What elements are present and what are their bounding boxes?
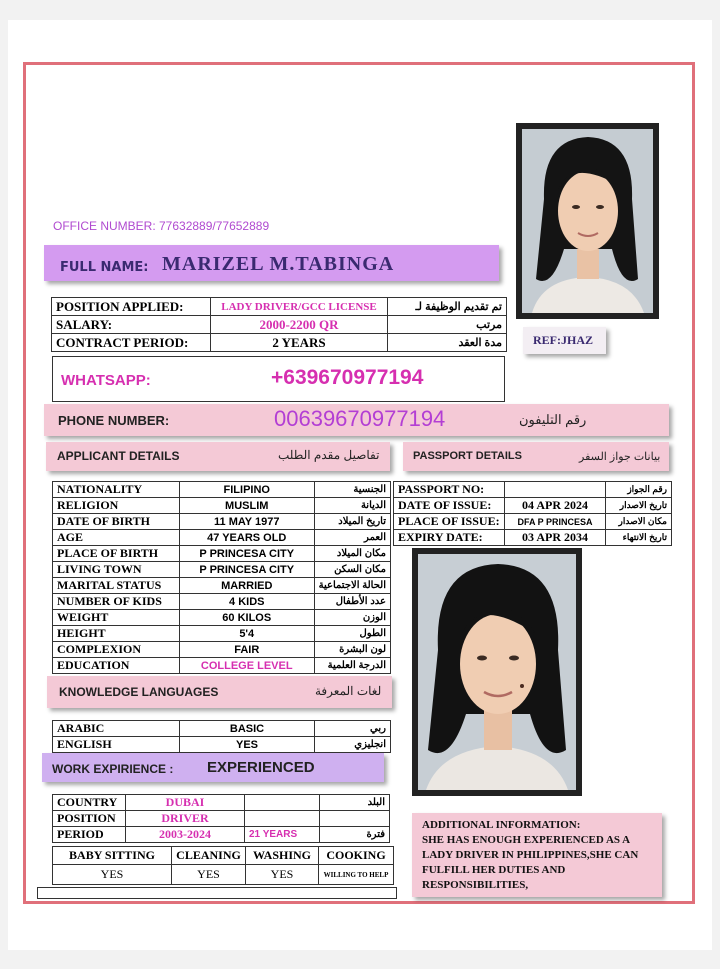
cell-label: DATE OF BIRTH <box>53 514 180 530</box>
cell-label: DATE OF ISSUE: <box>394 498 505 514</box>
cell-arabic: الدرجة العلمية <box>314 658 390 674</box>
cell-arabic: عدد الأطفال <box>314 594 390 610</box>
cell-arabic: الوزن <box>314 610 390 626</box>
cell-label: PASSPORT NO: <box>394 482 505 498</box>
cell-value: 4 KIDS <box>179 594 314 610</box>
cell-label: HEIGHT <box>53 626 180 642</box>
phone-bar <box>44 404 669 436</box>
cell-value: 03 APR 2034 <box>505 530 606 546</box>
knowledge-arabic: لغات المعرفة <box>315 684 382 698</box>
cell-value: FAIR <box>179 642 314 658</box>
applicant-details-bar <box>46 442 390 471</box>
cell-arabic: انجليزي <box>315 737 391 753</box>
skill-value: YES <box>53 865 172 885</box>
position-label: POSITION APPLIED: <box>52 298 211 316</box>
cell-arabic: الطول <box>314 626 390 642</box>
cell-label: ARABIC <box>53 721 180 737</box>
cell-arabic: لون البشرة <box>314 642 390 658</box>
additional-info-text: ADDITIONAL INFORMATION: SHE HAS ENOUGH EXPERIENCED AS A LADY DRIVER IN PHILIPPINES,SHE CAN FULFILL HER DUTIES AND RESPONSIBILITIES, <box>422 819 639 891</box>
phone-number: 00639670977194 <box>274 406 446 431</box>
table-row <box>53 847 394 865</box>
cell-arabic: مكان السكن <box>314 562 390 578</box>
cell-arabic: الحالة الاجتماعية <box>314 578 390 594</box>
cell-value: 2003-2024 <box>126 827 245 843</box>
table-row <box>53 610 391 626</box>
passport-details-bar <box>403 442 669 471</box>
cell-arabic: تاريخ الانتهاء <box>606 530 672 546</box>
cell-label: ENGLISH <box>53 737 180 753</box>
cell-label: PLACE OF BIRTH <box>53 546 180 562</box>
applicant-photo-small <box>516 123 659 319</box>
table-row <box>52 334 507 352</box>
table-row <box>53 721 391 737</box>
table-row <box>53 737 391 753</box>
cell-value: P PRINCESA CITY <box>179 546 314 562</box>
whatsapp-box <box>52 356 505 402</box>
work-experience-value: EXPERIENCED <box>207 759 315 776</box>
salary-label: SALARY: <box>52 316 211 334</box>
skill-header: WASHING <box>246 847 319 865</box>
contract-label: CONTRACT PERIOD: <box>52 334 211 352</box>
cell-arabic: الديانة <box>314 498 390 514</box>
skill-header: COOKING <box>319 847 394 865</box>
cell-label: PLACE OF ISSUE: <box>394 514 505 530</box>
skill-value: YES <box>246 865 319 885</box>
ref-box <box>523 327 606 354</box>
cell-value: 04 APR 2024 <box>505 498 606 514</box>
cell-value: MARRIED <box>179 578 314 594</box>
cell-value: FILIPINO <box>179 482 314 498</box>
office-number: OFFICE NUMBER: 77632889/77652889 <box>53 219 270 233</box>
cell-label: LIVING TOWN <box>53 562 180 578</box>
cell-value: DUBAI <box>126 795 245 811</box>
table-row <box>53 514 391 530</box>
table-row <box>53 594 391 610</box>
cell-arabic: العمر <box>314 530 390 546</box>
applicant-details-arabic: تفاصيل مقدم الطلب <box>278 448 380 462</box>
salary-arabic: مرتب <box>388 316 507 334</box>
cell-value: DRIVER <box>126 811 245 827</box>
whatsapp-number: +639670977194 <box>271 366 424 389</box>
table-row <box>53 626 391 642</box>
table-row <box>53 546 391 562</box>
contract-value: 2 YEARS <box>211 334 388 352</box>
full-name-bar <box>44 245 499 281</box>
skill-value: YES <box>172 865 246 885</box>
cell-value: P PRINCESA CITY <box>179 562 314 578</box>
phone-label: PHONE NUMBER: <box>58 413 170 428</box>
experience-table <box>52 794 390 843</box>
skill-header: BABY SITTING <box>53 847 172 865</box>
cell-arabic: ربي <box>315 721 391 737</box>
cell-label: EXPIRY DATE: <box>394 530 505 546</box>
table-row <box>53 865 394 885</box>
portrait-image <box>522 129 653 313</box>
cell-value: COLLEGE LEVEL <box>179 658 314 674</box>
table-row <box>53 498 391 514</box>
cell-value: 11 MAY 1977 <box>179 514 314 530</box>
cell-label: EDUCATION <box>53 658 180 674</box>
cell-label: RELIGION <box>53 498 180 514</box>
applicant-table <box>52 481 391 674</box>
skills-table <box>52 846 394 885</box>
knowledge-languages-bar <box>47 676 392 708</box>
cell-label: PERIOD <box>53 827 126 843</box>
cell-arabic: البلد <box>320 795 390 811</box>
cell-arabic: مكان الميلاد <box>314 546 390 562</box>
work-experience-bar <box>42 753 384 782</box>
cell-arabic: تاريخ الاصدار <box>606 498 672 514</box>
table-row <box>394 498 672 514</box>
cell-label: COUNTRY <box>53 795 126 811</box>
cell-arabic: رقم الجواز <box>606 482 672 498</box>
table-row <box>394 530 672 546</box>
cell-empty <box>320 811 390 827</box>
passport-table <box>393 481 672 546</box>
additional-info-box <box>412 813 662 897</box>
table-row <box>53 562 391 578</box>
passport-details-arabic: بيانات جواز السفر <box>579 451 661 463</box>
passport-details-label: PASSPORT DETAILS <box>413 450 522 462</box>
cell-value: MUSLIM <box>179 498 314 514</box>
languages-table <box>52 720 391 753</box>
position-table <box>51 297 507 352</box>
cell-value: 47 YEARS OLD <box>179 530 314 546</box>
cell-value: YES <box>180 737 315 753</box>
applicant-photo-large <box>412 548 582 796</box>
salary-value: 2000-2200 QR <box>211 316 388 334</box>
cell-label: NUMBER OF KIDS <box>53 594 180 610</box>
table-row <box>53 642 391 658</box>
cell-arabic: الجنسية <box>314 482 390 498</box>
full-name-label: FULL NAME: <box>60 260 149 275</box>
table-row <box>394 514 672 530</box>
cell-empty <box>245 811 320 827</box>
table-row <box>53 578 391 594</box>
cell-arabic: مكان الاصدار <box>606 514 672 530</box>
table-row <box>53 795 390 811</box>
cell-label: COMPLEXION <box>53 642 180 658</box>
cell-label: NATIONALITY <box>53 482 180 498</box>
work-experience-label: WORK EXPIRIENCE : <box>52 762 174 776</box>
table-row <box>52 298 507 316</box>
phone-arabic: رقم التليفون <box>519 412 587 427</box>
table-row <box>52 316 507 334</box>
table-row <box>53 482 391 498</box>
table-row <box>53 658 391 674</box>
cell-value: 21 YEARS <box>245 827 320 843</box>
cell-arabic: فترة <box>320 827 390 843</box>
position-arabic: تم تقديم الوظيفة لـ <box>388 298 507 316</box>
cell-label: AGE <box>53 530 180 546</box>
contract-arabic: مدة العقد <box>388 334 507 352</box>
cell-arabic: تاريخ الميلاد <box>314 514 390 530</box>
table-row <box>53 827 390 843</box>
knowledge-label: KNOWLEDGE LANGUAGES <box>59 685 219 699</box>
table-row <box>394 482 672 498</box>
cell-empty <box>245 795 320 811</box>
applicant-details-label: APPLICANT DETAILS <box>57 449 180 463</box>
ref-code: REF:JHAZ <box>533 333 593 347</box>
footer-line-box <box>37 887 397 899</box>
cell-value: DFA P PRINCESA <box>505 514 606 530</box>
cell-label: POSITION <box>53 811 126 827</box>
skill-value: WILLING TO HELP <box>319 865 394 885</box>
skill-header: CLEANING <box>172 847 246 865</box>
cell-label: MARITAL STATUS <box>53 578 180 594</box>
table-row <box>53 530 391 546</box>
whatsapp-label: WHATSAPP: <box>61 372 151 389</box>
portrait-image <box>418 554 576 790</box>
table-row <box>53 811 390 827</box>
cell-value <box>505 482 606 498</box>
cell-label: WEIGHT <box>53 610 180 626</box>
cell-value: BASIC <box>180 721 315 737</box>
position-value: LADY DRIVER/GCC LICENSE <box>211 298 388 316</box>
cell-value: 5'4 <box>179 626 314 642</box>
cell-value: 60 KILOS <box>179 610 314 626</box>
full-name-value: MARIZEL M.TABINGA <box>162 253 395 275</box>
